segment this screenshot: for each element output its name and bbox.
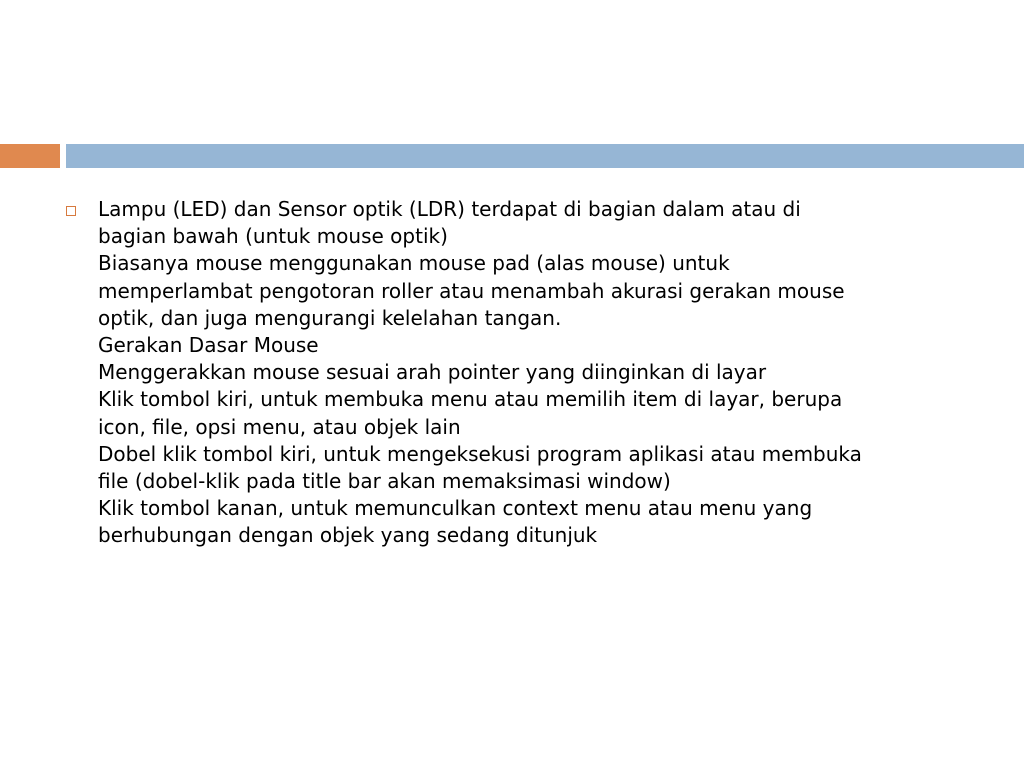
text-line: berhubungan dengan objek yang sedang ditunjuk	[98, 523, 598, 548]
header-accent-blue-bar	[66, 144, 1024, 168]
text-line: memperlambat pengotoran roller atau menambah akurasi gerakan mouse	[98, 278, 845, 303]
slide-content	[66, 196, 966, 550]
bullet-item	[66, 196, 966, 550]
text-line: bagian bawah (untuk mouse optik)	[98, 224, 448, 249]
text-line: Gerakan Dasar Mouse	[98, 333, 319, 358]
text-line: Klik tombol kiri, untuk membuka menu atau memilih item di layar, berupa	[98, 387, 843, 412]
text-line: icon, file, opsi menu, atau objek lain	[98, 414, 461, 439]
text-line: optik, dan juga mengurangi kelelahan tangan.	[98, 305, 562, 330]
text-line: Lampu (LED) dan Sensor optik (LDR) terdapat di bagian dalam atau di	[98, 197, 801, 221]
square-bullet-icon	[66, 206, 76, 216]
bullet-text-block	[98, 196, 862, 550]
text-line: Klik tombol kanan, untuk memunculkan context menu atau menu yang	[98, 496, 813, 521]
text-line: Dobel klik tombol kiri, untuk mengeksekusi program aplikasi atau membuka	[98, 441, 862, 466]
text-line: Menggerakkan mouse sesuai arah pointer yang diinginkan di layar	[98, 360, 767, 385]
header-accent-orange-bar	[0, 144, 60, 168]
text-line: file (dobel-klik pada title bar akan memaksimasi window)	[98, 469, 671, 494]
text-line: Biasanya mouse menggunakan mouse pad (alas mouse) untuk	[98, 251, 730, 276]
